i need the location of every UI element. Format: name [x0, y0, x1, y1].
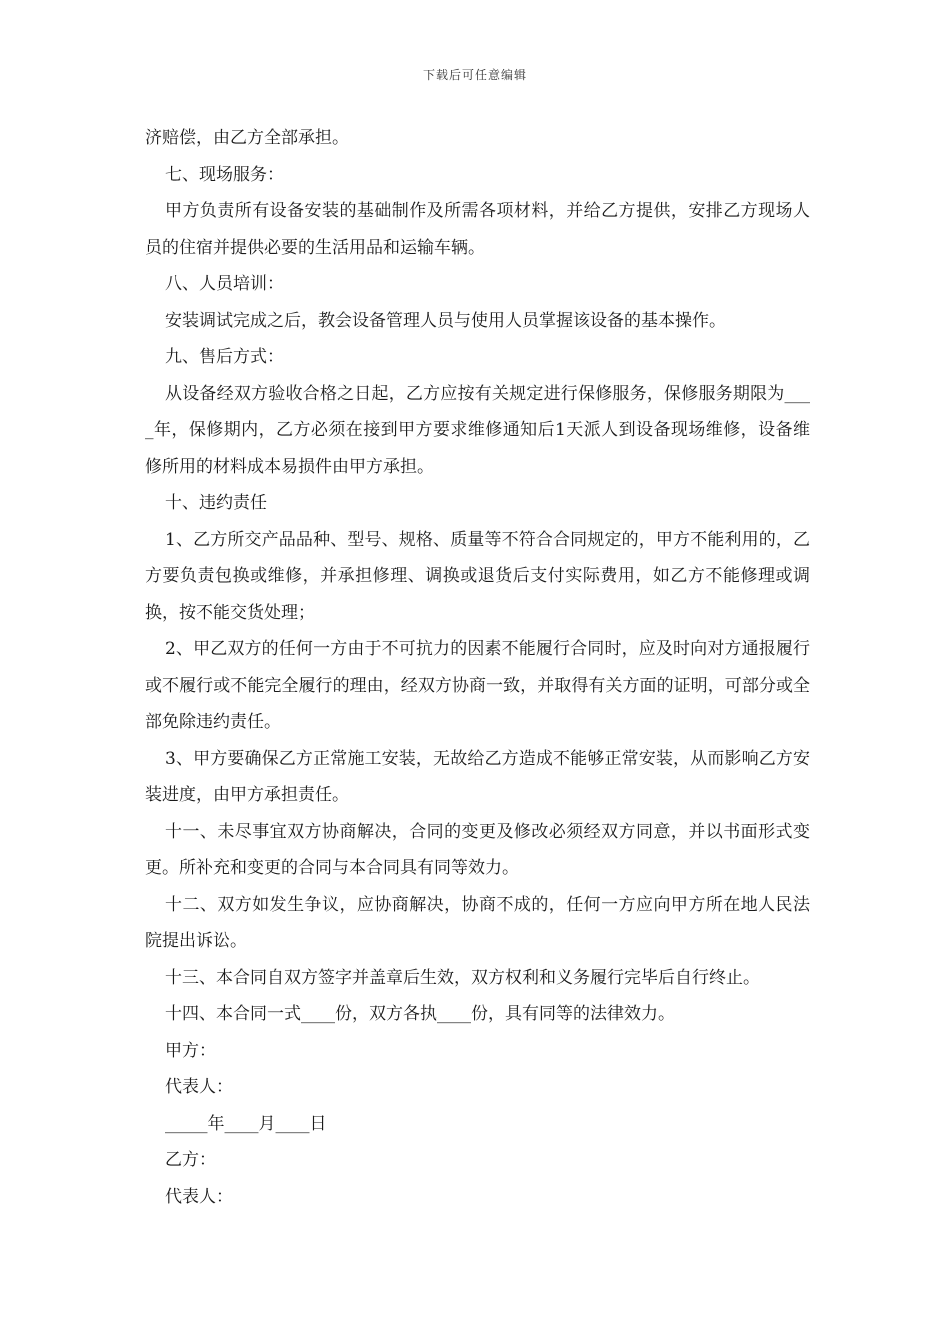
signature-representative-b: 代表人： [165, 1186, 233, 1207]
section-heading-onsite-service: 七、现场服务： [165, 164, 284, 185]
section-heading-training: 八、人员培训： [165, 274, 284, 294]
section-heading-after-sales: 九、售后方式： [165, 347, 284, 367]
paragraph-section-13: 十三、本合同自双方签字并盖章后生效，双方权利和义务履行完毕后自行终止。 [165, 967, 760, 988]
paragraph-liability-2: 2、甲乙双方的任何一方由于不可抗力的因素不能履行合同时，应及时向对方通报履行或不履行或不能完全履行的理由，经双方协商一致，并取得有关方面的证明，可部分或全部免除违约责任。 [145, 639, 810, 732]
paragraph-training: 安装调试完成之后，教会设备管理人员与使用人员掌握该设备的基本操作。 [165, 310, 726, 331]
paragraph-liability-1: 1、乙方所交产品品种、型号、规格、质量等不符合合同规定的，甲方不能利用的，乙方要负责包换或维修，并承担修理、调换或退货后支付实际费用，如乙方不能修理或调换，按不能交货处理； [145, 529, 810, 623]
page-header-note: 下载后可任意编辑 [422, 68, 527, 82]
signature-party-b: 乙方： [165, 1150, 216, 1170]
signature-party-a: 甲方： [165, 1040, 216, 1061]
signature-representative-a: 代表人： [165, 1077, 233, 1097]
signature-date: _____年____月____日 [165, 1113, 327, 1134]
section-heading-liability: 十、违约责任 [165, 493, 267, 513]
paragraph-liability-3: 3、甲方要确保乙方正常施工安装，无故给乙方造成不能够正常安装，从而影响乙方安装进度，由甲方承担责任。 [145, 748, 810, 805]
paragraph-onsite-service: 甲方负责所有设备安装的基础制作及所需各项材料，并给乙方提供，安排乙方现场人员的住宿并提供必要的生活用品和运输车辆。 [145, 201, 810, 258]
paragraph-after-sales: 从设备经双方验收合格之日起，乙方应按有关规定进行保修服务，保修服务期限为____年，保修期内，乙方必须在接到甲方要求维修通知后1天派人到设备现场维修，设备维修所用的材料成本易损件由甲方承担。 [145, 383, 810, 477]
paragraph-section-12: 十二、双方如发生争议，应协商解决，协商不成的，任何一方应向甲方所在地人民法院提出诉讼。 [145, 894, 810, 951]
paragraph-section-14: 十四、本合同一式____份，双方各执____份，具有同等的法律效力。 [165, 1004, 675, 1024]
paragraph-section-11: 十一、未尽事宜双方协商解决，合同的变更及修改必须经双方同意，并以书面形式变更。所补充和变更的合同与本合同具有同等效力。 [145, 821, 810, 878]
contract-body [145, 120, 810, 1215]
paragraph-compensation-continued: 济赔偿，由乙方全部承担。 [145, 128, 349, 148]
